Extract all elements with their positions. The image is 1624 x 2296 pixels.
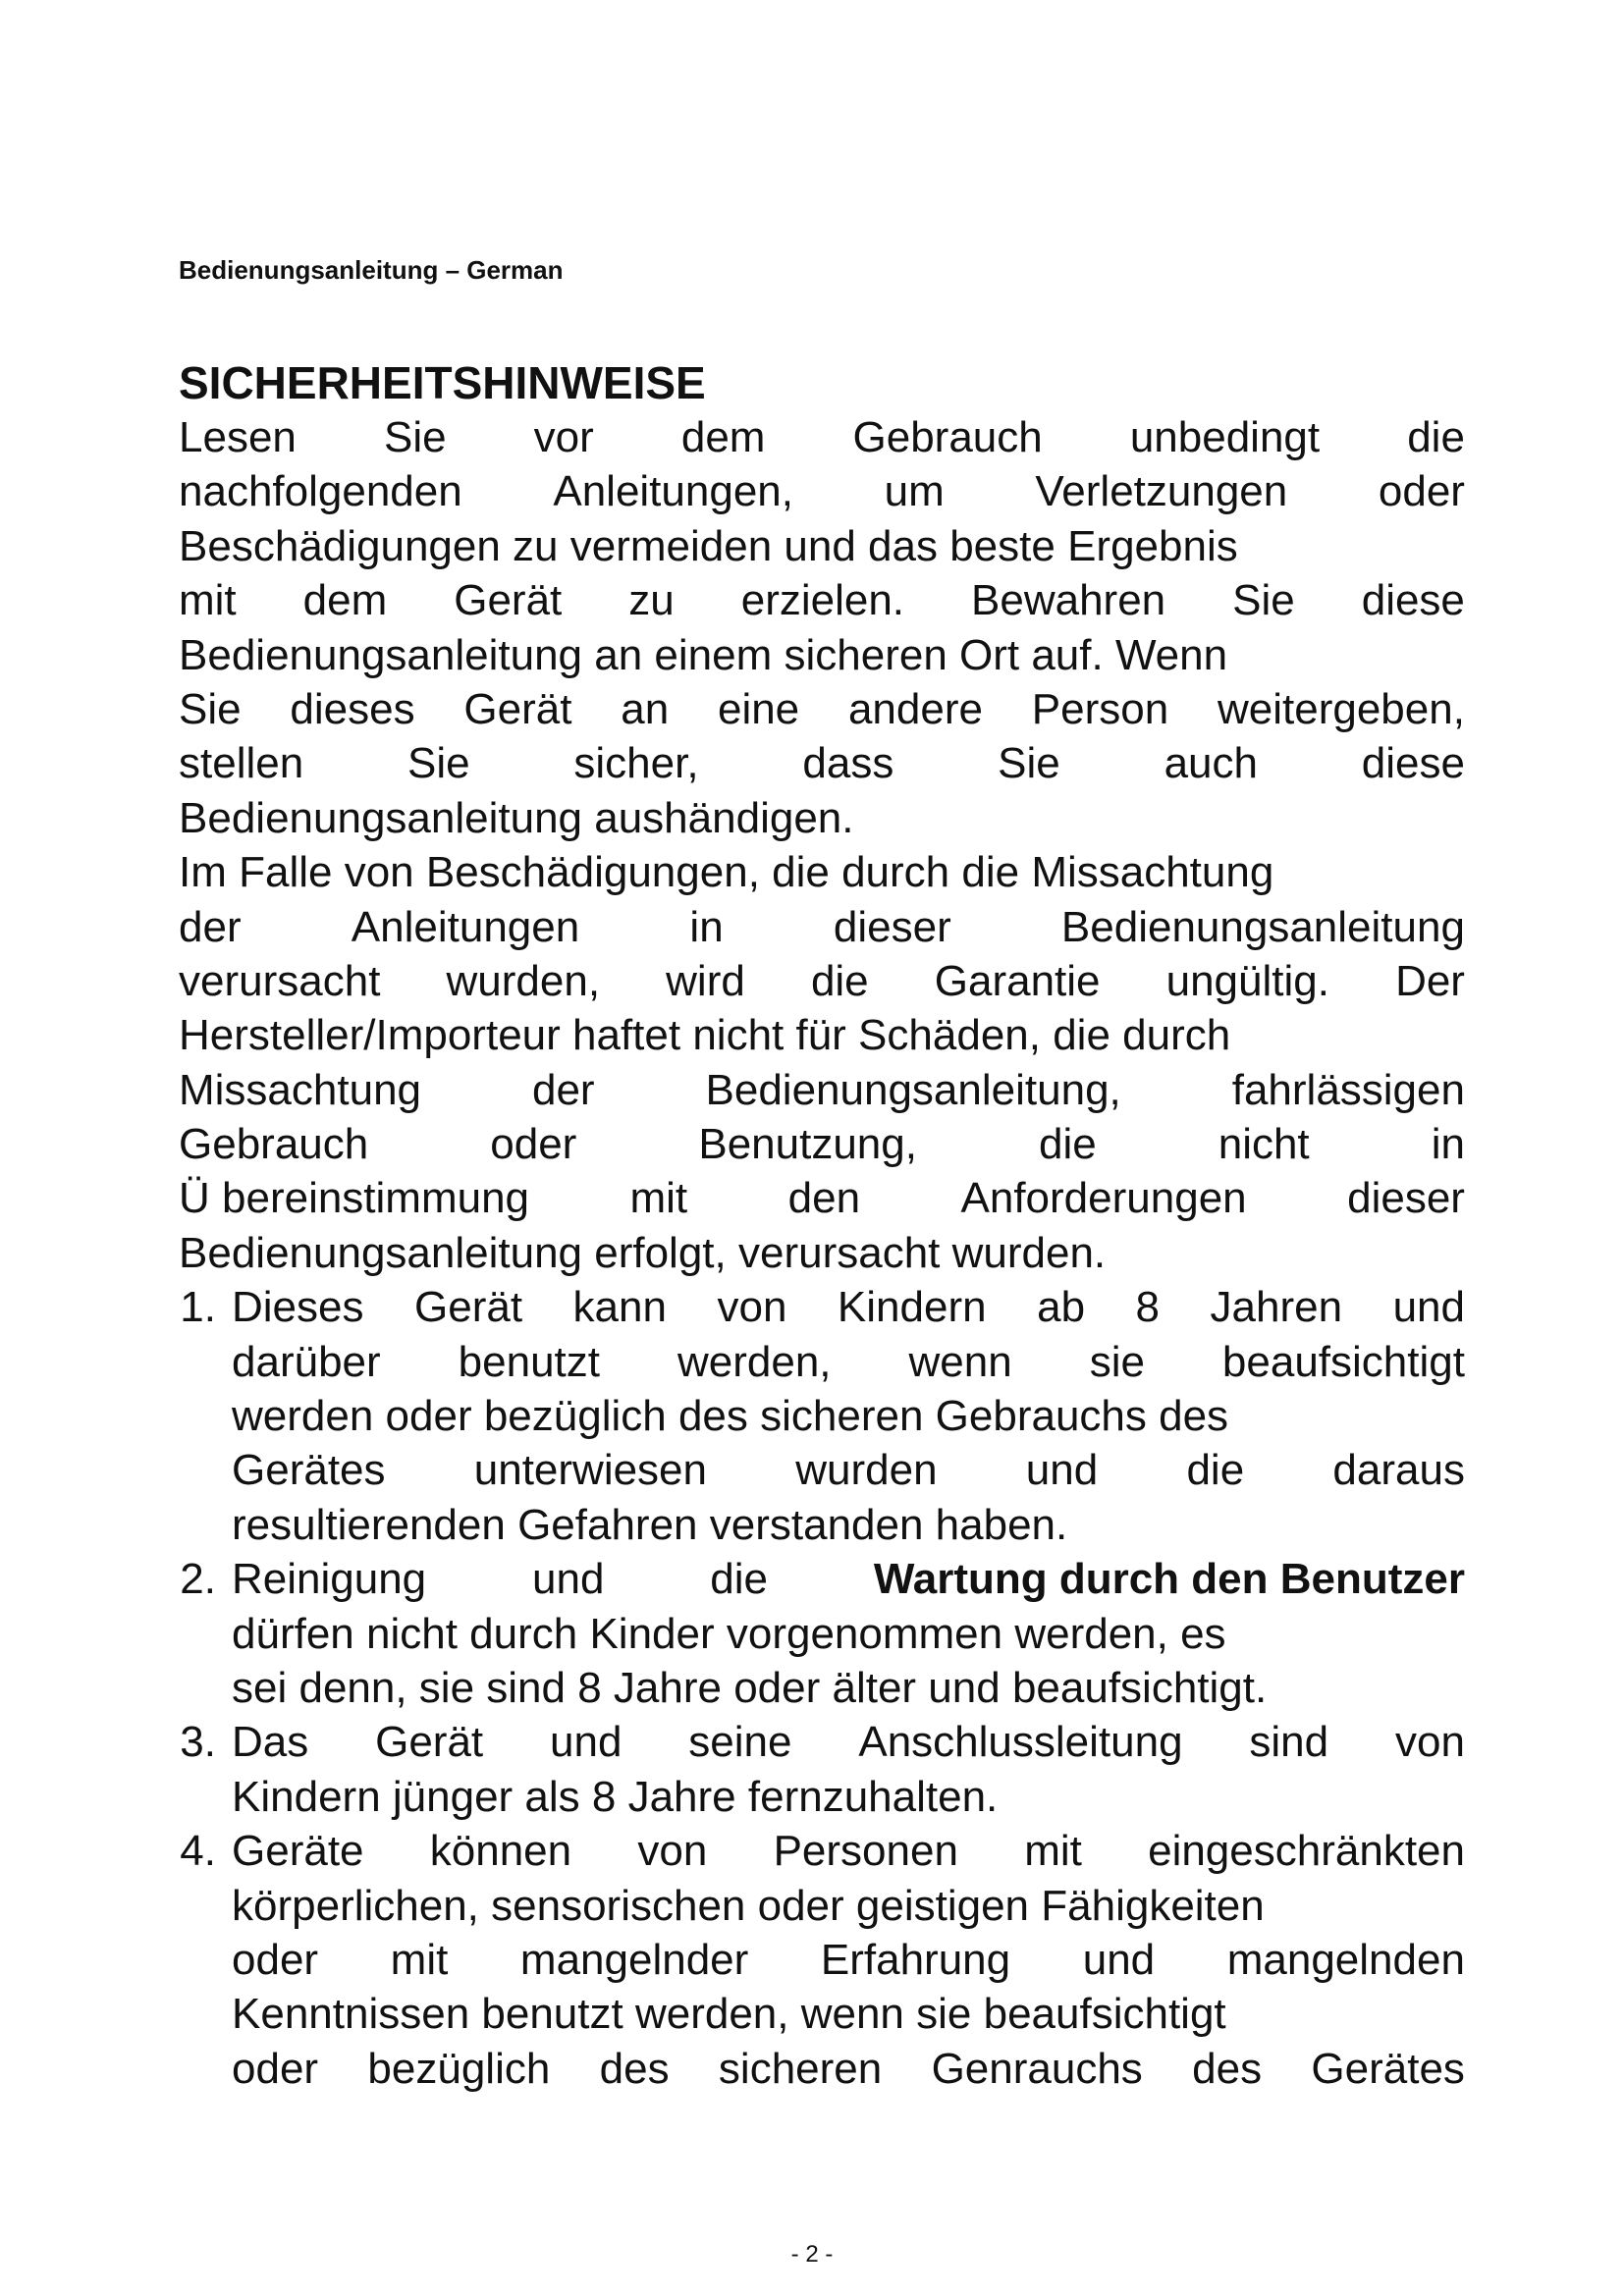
word: diese [1361, 576, 1465, 625]
word: kann [572, 1283, 667, 1332]
list-item-line [232, 1607, 1465, 1661]
word: Gerätes [1311, 2044, 1465, 2093]
word: Gerät [414, 1283, 523, 1332]
word: von [1394, 1718, 1465, 1767]
warranty-line [179, 1226, 1465, 1280]
line-text: werden oder bezüglich des sicheren Gebrauchs des [232, 1392, 1229, 1441]
word: Gerät [454, 576, 563, 625]
warranty-line [179, 954, 1465, 1008]
list-item-line [232, 1552, 1465, 1606]
word: Sie [998, 739, 1060, 788]
line-text: Hersteller/Importeur haftet nicht für Schäden, die durch [179, 1011, 1231, 1060]
word: ungültig. [1165, 956, 1329, 1005]
word: Verletzungen [1035, 467, 1288, 516]
word: bezüglich [367, 2044, 551, 2093]
word: dieses [290, 684, 415, 733]
page-number: - 2 - [790, 2241, 834, 2268]
line-text: Bedienungsanleitung erfolgt, verursacht wurden. [179, 1228, 1107, 1277]
list-item [179, 1280, 1465, 1552]
warranty-line [179, 1117, 1465, 1171]
word: Kindern [837, 1283, 987, 1332]
warranty-line [179, 1171, 1465, 1225]
list-item-number: 4. [180, 1827, 216, 1876]
word: Bedienungsanleitung [1060, 902, 1465, 951]
word: und [1082, 1935, 1156, 1984]
word: darüber [232, 1337, 381, 1386]
line-text: resultierenden Gefahren verstanden haben. [232, 1500, 1068, 1549]
list-item [179, 1824, 1465, 2096]
word: und [532, 1555, 605, 1604]
word: Jahren [1210, 1283, 1343, 1332]
intro-line [179, 682, 1465, 736]
word: eine [717, 684, 800, 733]
word: nachfolgenden [179, 467, 462, 516]
word: Geräte [232, 1827, 364, 1876]
word: sind [1249, 1718, 1329, 1767]
word: die [1038, 1120, 1097, 1169]
intro-line [179, 573, 1465, 627]
word: Gerätes [232, 1446, 386, 1495]
word: Sie [383, 413, 447, 461]
word: oder [1378, 467, 1465, 516]
line-text: körperlichen, sensorischen oder geistigen Fähigkeiten [232, 1881, 1265, 1930]
word: Sie [179, 684, 242, 733]
word: dem [680, 413, 766, 461]
word: weitergeben, [1217, 684, 1465, 733]
word: Erfahrung [820, 1935, 1011, 1984]
word: von [717, 1283, 787, 1332]
word: sie [1089, 1337, 1145, 1386]
word: erzielen. [740, 576, 905, 625]
intro-line [179, 628, 1465, 682]
word: mit [1024, 1827, 1082, 1876]
word: andere [847, 684, 983, 733]
line-text: Bedienungsanleitung an einem sicheren Ort auf. Wenn [179, 630, 1228, 679]
line-text: Beschädigungen zu vermeiden und das beste Ergebnis [179, 521, 1238, 570]
word: Sie [407, 739, 470, 788]
line-text: sei denn, sie sind 8 Jahre oder älter und beaufsichtigt. [232, 1663, 1268, 1712]
word: Anforderungen [960, 1174, 1247, 1223]
list-item-line [232, 2042, 1465, 2096]
word: Der [1395, 956, 1465, 1005]
word: dieser [1347, 1174, 1465, 1223]
word: Bewahren [971, 576, 1166, 625]
word: den [787, 1174, 861, 1223]
word: Bedienungsanleitung, [705, 1065, 1121, 1114]
word: Lesen [179, 413, 297, 461]
list-item-line [232, 1987, 1465, 2041]
word: dass [802, 739, 894, 788]
word: die [810, 956, 869, 1005]
word: wurden [795, 1446, 938, 1495]
word: Gerät [375, 1718, 484, 1767]
list-item-line [232, 1335, 1465, 1389]
word: Genrauchs [931, 2044, 1143, 2093]
word: sicheren [718, 2044, 883, 2093]
word: von [637, 1827, 708, 1876]
intro-paragraph [179, 410, 1465, 845]
word: unbedingt [1129, 413, 1321, 461]
word: die [710, 1555, 768, 1604]
word: Gerät [463, 684, 572, 733]
list-item-line [232, 1443, 1465, 1497]
warranty-line [179, 1008, 1465, 1062]
document-body [179, 355, 1465, 2096]
intro-line [179, 519, 1465, 573]
word: Anschlussleitung [858, 1718, 1183, 1767]
word: des [599, 2044, 670, 2093]
word: Benutzung, [698, 1120, 917, 1169]
line-text: Kenntnissen benutzt werden, wenn sie beaufsichtigt [232, 1990, 1226, 2039]
line-text: dürfen nicht durch Kinder vorgenommen werden, es [232, 1609, 1226, 1658]
list-item [179, 1552, 1465, 1715]
word: die [1186, 1446, 1245, 1495]
line-text: Kindern jünger als 8 Jahre fernzuhalten. [232, 1772, 999, 1821]
word: Person [1031, 684, 1169, 733]
word: Reinigung [232, 1555, 427, 1604]
word: die [1407, 413, 1465, 461]
word: um [884, 467, 945, 516]
list-item-line [232, 1389, 1465, 1443]
warranty-paragraph [179, 845, 1465, 1280]
word: in [689, 902, 724, 951]
word: der [179, 902, 242, 951]
word: oder [490, 1120, 577, 1169]
list-item-number: 1. [180, 1283, 216, 1332]
word: Anleitungen [351, 902, 580, 951]
word: eingeschränkten [1148, 1827, 1465, 1876]
list-item-line [232, 1824, 1465, 1878]
word: dem [302, 576, 388, 625]
word: auch [1164, 739, 1258, 788]
warranty-line [179, 845, 1465, 899]
word: verursacht [179, 956, 381, 1005]
word: ab [1037, 1283, 1086, 1332]
emphasis-text: Wartung durch den Benutzer [873, 1555, 1465, 1604]
list-item-number: 2. [180, 1555, 216, 1604]
word: und [1025, 1446, 1099, 1495]
word: des [1192, 2044, 1263, 2093]
list-item-line [232, 1280, 1465, 1334]
word: mit [629, 1174, 688, 1223]
word: stellen [179, 739, 304, 788]
intro-line [179, 410, 1465, 464]
word: oder [232, 2044, 319, 2093]
word: fahrlässigen [1231, 1065, 1465, 1114]
word: Sie [1232, 576, 1295, 625]
intro-line [179, 464, 1465, 518]
intro-line [179, 791, 1465, 845]
section-title: SICHERHEITSHINWEISE [179, 357, 706, 408]
list-item-line [232, 1661, 1465, 1715]
word: und [1392, 1283, 1465, 1332]
list-item-line [232, 1933, 1465, 1987]
word: Garantie [934, 956, 1101, 1005]
list-item [179, 1715, 1465, 1824]
list-item-line [232, 1770, 1465, 1824]
word: mit [179, 576, 237, 625]
word: mangelnder [519, 1935, 749, 1984]
word: unterwiesen [473, 1446, 708, 1495]
word: daraus [1332, 1446, 1465, 1495]
word: Personen [773, 1827, 958, 1876]
word: sicher, [573, 739, 699, 788]
word: wurden, [446, 956, 601, 1005]
line-text: Im Falle von Beschädigungen, die durch die Missachtung [179, 848, 1274, 897]
word: nicht [1218, 1120, 1310, 1169]
list-item-line [232, 1879, 1465, 1933]
word: wenn [908, 1337, 1012, 1386]
list-item-line [232, 1498, 1465, 1552]
warranty-line [179, 1063, 1465, 1117]
word: Anleitungen, [553, 467, 793, 516]
word: 8 [1135, 1283, 1161, 1332]
word: diese [1361, 739, 1465, 788]
word: wird [666, 956, 745, 1005]
word: der [531, 1065, 595, 1114]
word: werden, [677, 1337, 832, 1386]
document-language-label: Bedienungsanleitung – German [179, 255, 564, 285]
word: in [1431, 1120, 1465, 1169]
list-item-line [232, 1715, 1465, 1769]
word: Ü bereinstimmung [179, 1174, 530, 1223]
warranty-line [179, 900, 1465, 954]
word: Gebrauch [179, 1120, 369, 1169]
word: und [550, 1718, 623, 1767]
word: zu [628, 576, 675, 625]
word: seine [688, 1718, 792, 1767]
word: Das [232, 1718, 309, 1767]
word: an [621, 684, 670, 733]
word: Gebrauch [852, 413, 1043, 461]
intro-line [179, 736, 1465, 790]
list-item-number: 3. [180, 1718, 216, 1767]
word: benutzt [458, 1337, 600, 1386]
word: Dieses [232, 1283, 364, 1332]
word: können [429, 1827, 572, 1876]
word: dieser [833, 902, 951, 951]
safety-list [179, 1280, 1465, 2096]
word: mangelnden [1226, 1935, 1465, 1984]
word: oder [232, 1935, 319, 1984]
word: Missachtung [179, 1065, 422, 1114]
line-text: Bedienungsanleitung aushändigen. [179, 793, 854, 842]
word: beaufsichtigt [1221, 1337, 1465, 1386]
word: vor [533, 413, 594, 461]
word: mit [390, 1935, 449, 1984]
